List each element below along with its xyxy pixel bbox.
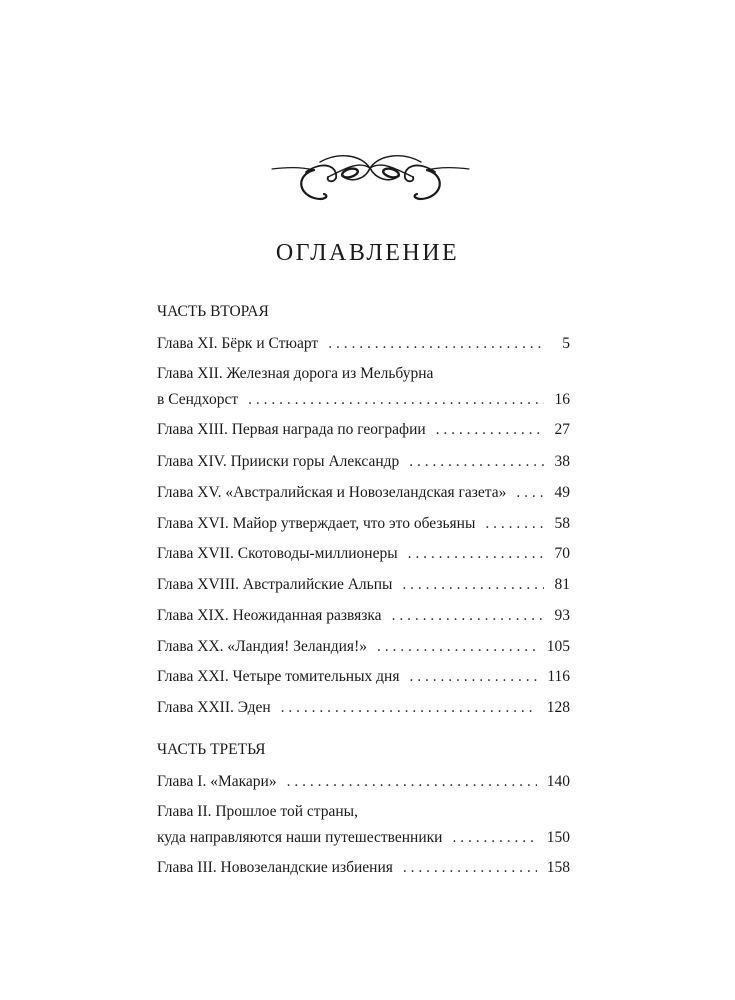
page-number: 150 [546,829,570,846]
leader-dots [248,389,544,411]
leader-dots [516,482,544,504]
toc-entry[interactable] [157,636,570,658]
toc-entry[interactable] [157,771,570,793]
page-title: ОГЛАВЛЕНИЕ [275,240,460,266]
page-number: 116 [547,668,570,685]
page-number: 105 [546,638,570,655]
leader-dots [408,543,544,565]
leader-dots [409,666,537,688]
chapter-title: Глава XXI. Четыре томительных дня [157,668,400,685]
leader-dots [402,574,544,596]
leader-dots [452,827,536,849]
toc-entry[interactable] [157,574,570,596]
page-number: 58 [554,515,570,532]
chapter-title: Глава XII. Железная дорога из Мельбурна [157,365,434,382]
leader-dots [436,419,544,441]
toc-entry[interactable] [157,666,570,688]
leader-dots [392,605,544,627]
leader-dots [377,636,537,658]
chapter-title: Глава XV. «Австралийская и Новозеландская газета» [157,484,507,501]
leader-dots [403,857,537,879]
toc-entry[interactable] [157,451,570,473]
page-number: 49 [554,484,570,501]
chapter-title-continued: куда направляются наши путешественники [157,829,443,846]
toc-entry[interactable] [157,363,570,411]
leader-dots [281,697,537,719]
chapter-title: Глава XI. Бёрк и Стюарт [157,335,319,352]
page-number: 81 [554,576,570,593]
page-number: 140 [546,773,570,790]
leader-dots [287,771,537,793]
page-number: 16 [554,391,570,408]
page-number: 128 [546,699,570,716]
chapter-title-continued: в Сендхорст [157,391,239,408]
page-number: 38 [554,453,570,470]
chapter-title: Глава I. «Макари» [157,773,277,790]
chapter-title: Глава XX. «Ландия! Зеландия!» [157,638,367,655]
toc-entry[interactable] [157,605,570,627]
chapter-title: Глава II. Прошлое той страны, [157,803,358,820]
chapter-title: Глава XVIII. Австралийские Альпы [157,576,393,593]
page-number: 70 [554,545,570,562]
part-heading: ЧАСТЬ ВТОРАЯ [157,303,269,320]
page-number: 93 [554,607,570,624]
chapter-title: Глава XVI. Майор утверждает, что это обезьяны [157,515,476,532]
chapter-title: Глава XIII. Первая награда по географии [157,421,426,438]
chapter-title: Глава XVII. Скотоводы-миллионеры [157,545,398,562]
toc-entry[interactable] [157,697,570,719]
part-heading: ЧАСТЬ ТРЕТЬЯ [157,741,266,758]
chapter-title: Глава III. Новозеландские избиения [157,859,393,876]
leader-dots [409,451,544,473]
toc-entry[interactable] [157,419,570,441]
chapter-title: Глава XIV. Прииски горы Александр [157,453,400,470]
chapter-title: Глава XIX. Неожиданная развязка [157,607,382,624]
page-number: 158 [546,859,570,876]
page-number: 27 [554,421,570,438]
toc-entry[interactable] [157,857,570,879]
leader-dots [485,513,544,535]
leader-dots [328,333,544,355]
page-number: 5 [562,335,570,352]
toc-entry[interactable] [157,333,570,355]
toc-entry[interactable] [157,482,570,504]
flourish-ornament-icon [268,150,473,205]
toc-entry[interactable] [157,513,570,535]
toc-entry[interactable] [157,543,570,565]
chapter-title: Глава XXII. Эден [157,699,271,716]
toc-entry[interactable] [157,801,570,849]
